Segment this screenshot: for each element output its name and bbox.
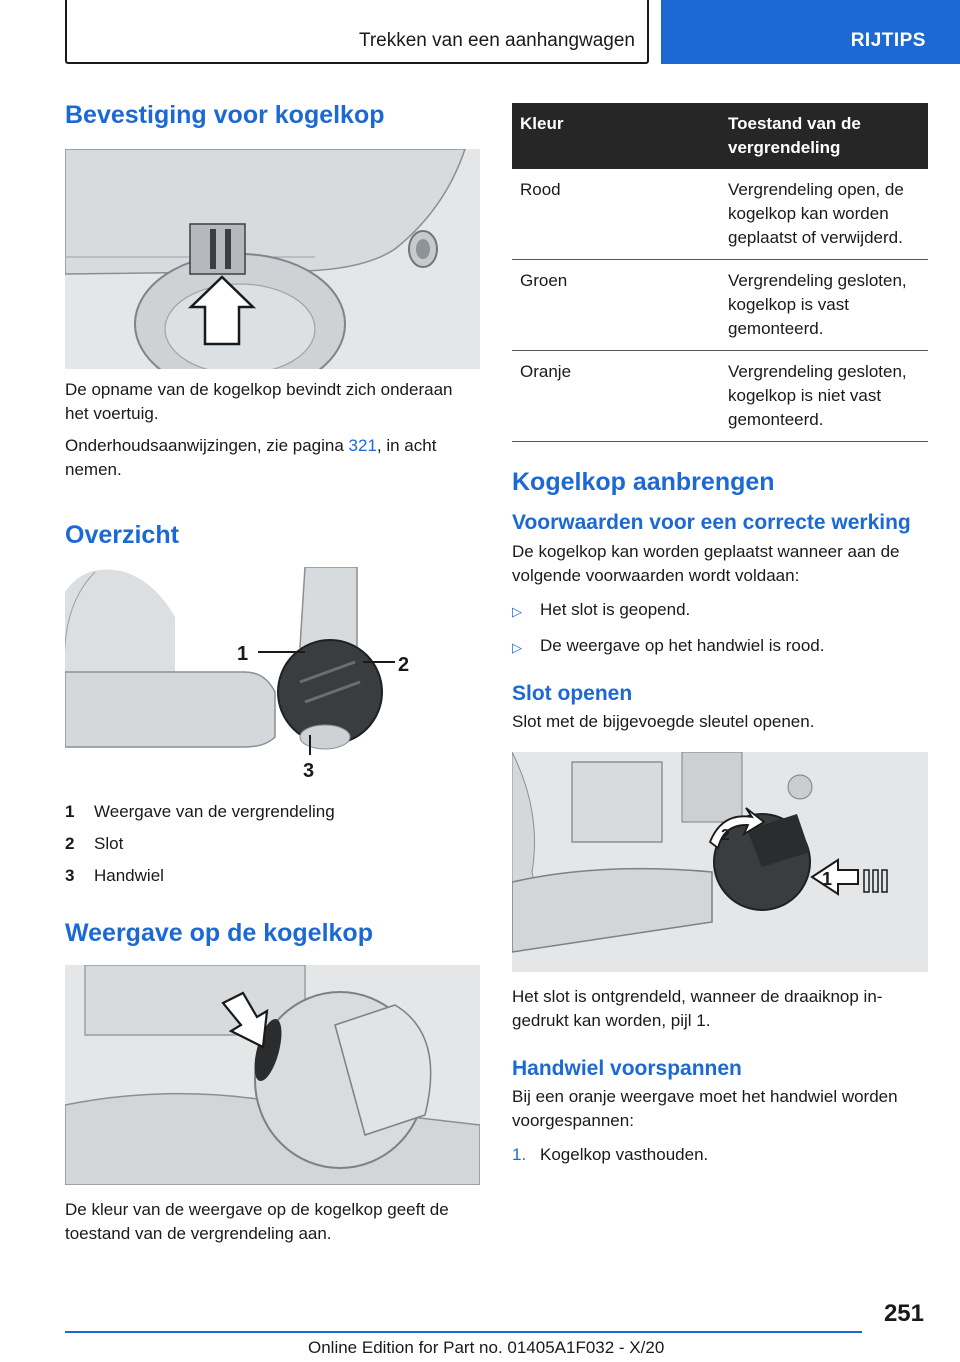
- section-tab[interactable]: [661, 0, 960, 64]
- page-number: 251: [883, 1300, 924, 1327]
- table-header-row: [512, 103, 928, 169]
- legend-num: 1: [65, 802, 75, 821]
- indicator-illustration: [65, 965, 480, 1185]
- bullet-text: Het slot is geopend.: [540, 600, 691, 619]
- figure-lock-knob: [512, 752, 928, 972]
- section-title-overzicht: Overzicht: [65, 521, 179, 549]
- pretension-text: Bij een oranje weergave moet het handwiel worden voorgespannen:: [512, 1087, 898, 1130]
- figure-label-1: 1: [822, 869, 833, 889]
- step-number: 1.: [512, 1145, 527, 1164]
- lock-status-table: [512, 103, 928, 442]
- section-tab-label: RIJTIPS: [850, 30, 926, 51]
- legend-num: 3: [65, 866, 75, 885]
- unlock-caption: Het slot is ontgrendeld, wanneer de draaiknop ingedrukt kan worden, pijl 1.: [512, 987, 883, 1030]
- table-row: [512, 351, 928, 442]
- right-column: [512, 103, 928, 1167]
- overview-illustration: [65, 567, 480, 787]
- table-cell-color: Groen: [512, 260, 720, 351]
- section-title-weergave: Weergave op de kogelkop: [65, 919, 373, 947]
- step-text: Kogelkop vasthouden.: [540, 1145, 709, 1164]
- table-cell-state: Vergrendeling gesloten, kogelkop is niet vast gemonteerd.: [720, 351, 928, 442]
- maintenance-text-after: , in acht nemen.: [65, 436, 437, 479]
- figure-overview: [65, 567, 480, 787]
- table-cell-color: Oranje: [512, 351, 720, 442]
- bullet-text: De weergave op het handwiel is rood.: [540, 636, 825, 655]
- legend-item: [65, 800, 480, 824]
- figure-label-2: 2: [721, 827, 730, 844]
- chapter-title: Trekken van een aanhangwagen: [358, 30, 635, 51]
- left-column: [65, 100, 480, 1246]
- edition-text: Online Edition for Part no. 01405A1F032 - X/20: [308, 1338, 665, 1357]
- tow-mount-illustration: [65, 149, 480, 369]
- mount-location-text: De opname van de kogelkop bevindt zich onderaan het voertuig.: [65, 380, 453, 423]
- figure-label-2: 2: [398, 654, 410, 676]
- conditions-text: De kogelkop kan worden geplaatst wanneer aan de volgende voorwaarden wordt voldaan:: [512, 542, 900, 585]
- legend-text: Slot: [94, 834, 124, 853]
- subsection-title-handwiel: Handwiel voorspannen: [512, 1057, 742, 1080]
- table-cell-state: Vergrendeling open, de kogelkop kan worden geplaatst of verwijderd.: [720, 169, 928, 260]
- header-chapter-box: [65, 0, 649, 64]
- table-row: [512, 169, 928, 260]
- indicator-text: De kleur van de weergave op de kogelkop geeft de toestand van de vergrendeling aan.: [65, 1200, 449, 1243]
- table-cell-state: Vergrendeling gesloten, kogelkop is vast gemonteerd.: [720, 260, 928, 351]
- overview-legend: [65, 800, 480, 888]
- maintenance-text-before: Onderhoudsaanwijzingen, zie pagina: [65, 436, 349, 455]
- triangle-bullet-icon: ▷: [512, 604, 522, 619]
- bullet-item: [512, 598, 928, 624]
- legend-text: Weergave van de vergrendeling: [94, 802, 335, 821]
- step-item: [512, 1143, 928, 1167]
- legend-item: [65, 832, 480, 856]
- table-row: [512, 260, 928, 351]
- table-header-toestand: Toestand van de vergrendeling: [720, 103, 928, 169]
- bullet-item: [512, 634, 928, 660]
- section-title-bevestiging: Bevestiging voor kogelkop: [65, 101, 385, 129]
- triangle-bullet-icon: ▷: [512, 640, 522, 655]
- legend-text: Handwiel: [94, 866, 164, 885]
- table-cell-color: Rood: [512, 169, 720, 260]
- figure-indicator: [65, 965, 480, 1185]
- lock-knob-illustration: [512, 752, 928, 972]
- subsection-title-slot-openen: Slot openen: [512, 682, 633, 705]
- page-reference-link[interactable]: 321: [348, 436, 377, 455]
- open-lock-text: Slot met de bijgevoegde sleutel openen.: [512, 712, 815, 731]
- figure-label-3: 3: [303, 760, 315, 782]
- legend-num: 2: [65, 834, 75, 853]
- subsection-title-voorwaarden: Voorwaarden voor een correcte werking: [512, 511, 911, 534]
- figure-tow-mount: [65, 149, 480, 369]
- figure-label-1: 1: [237, 643, 249, 665]
- legend-item: [65, 864, 480, 888]
- footer-divider: [65, 1331, 862, 1333]
- table-header-kleur: Kleur: [512, 103, 720, 169]
- section-title-aanbrengen: Kogelkop aanbrengen: [512, 468, 775, 496]
- maintenance-text: [65, 434, 480, 482]
